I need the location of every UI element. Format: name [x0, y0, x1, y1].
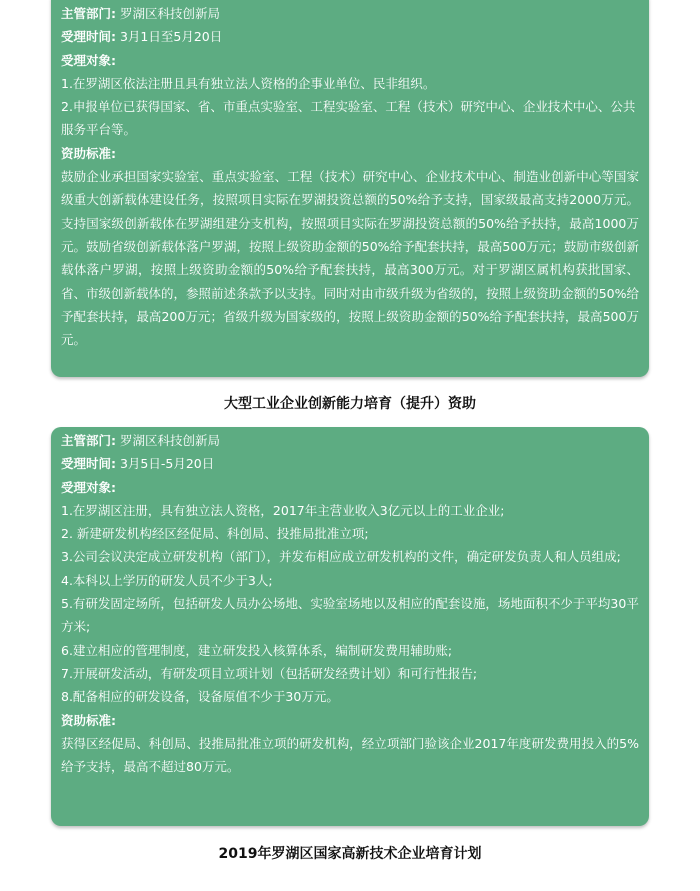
target-item: 7.开展研发活动，有研发项目立项计划（包括研发经费计划）和可行性报告; — [61, 665, 478, 681]
time-value: 3月1日至5月20日 — [119, 29, 223, 45]
target-item: 2.申报单位已获得国家、省、市重点实验室、工程实验室、工程（技术）研究中心、企业技术中心、公共服务平台等。 — [61, 99, 636, 138]
dept-label: 主管部门: — [61, 6, 116, 21]
time-value: 3月5日-5月20日 — [119, 456, 215, 472]
standard-text: 鼓励企业承担国家实验室、重点实验室、工程（技术）研究中心、企业技术中心、制造业创新中心等国家级重大创新载体建设任务，按照项目实际在罗湖投资总额的50%给予支持，国家级最高支持2000万元。 支持国家级创新载体在罗湖组建分支机构，按照项目实际在罗湖投资总额的50%给予扶持，最高1000万元。鼓励省级创新载体落户罗湖，按照上级资助金额的50%给予配套扶持，最高500万元；鼓励市级创新载体落户罗湖，按照上级资助金额的50%给予配套扶持，最高300万元。对于罗湖区属机构获批国家、省、市级创新载体的，参照前述条款予以支持。同时对由市级升级为省级的，按照上级资助金额的50%给予配套扶持，最高200万元；省级升级为国家级的，按照上级资助金额的50%给予配套扶持，最高500万元。 — [61, 169, 639, 348]
target-label: 受理对象: — [61, 479, 116, 495]
dept-value: 罗湖区科技创新局 — [119, 6, 220, 21]
time-row — [61, 452, 639, 475]
target-item: 8.配备相应的研发设备，设备原值不少于30万元。 — [61, 689, 339, 705]
section-title: 大型工业企业创新能力培育（提升）资助 — [224, 396, 476, 412]
time-row — [61, 25, 639, 48]
target-label: 受理对象: — [61, 52, 116, 68]
dept-row — [61, 429, 639, 452]
dept-label: 主管部门: — [61, 433, 116, 448]
standard-label: 资助标准: — [61, 712, 116, 728]
standard-label: 资助标准: — [61, 145, 116, 161]
target-item: 4.本科以上学历的研发人员不少于3人; — [61, 572, 273, 588]
dept-value: 罗湖区科技创新局 — [119, 433, 220, 448]
target-item: 5.有研发固定场所，包括研发人员办公场地、实验室场地以及相应的配套设施，场地面积不少于平均30平方米; — [61, 596, 639, 635]
dept-row — [61, 2, 639, 25]
policy-card-innovation-carrier — [51, 0, 649, 377]
time-label: 受理时间: — [61, 456, 116, 472]
target-item: 2. 新建研发机构经区经促局、科创局、投推局批准立项; — [61, 526, 369, 542]
target-item: 1.在罗湖区依法注册且具有独立法人资格的企事业单位、民非组织。 — [61, 75, 436, 91]
standard-text: 获得区经促局、科创局、投推局批准立项的研发机构，经立项部门验该企业2017年度研发费用投入的5%给予支持，最高不超过80万元。 — [61, 735, 639, 775]
target-item: 6.建立相应的管理制度，建立研发投入核算体系，编制研发费用辅助账; — [61, 642, 453, 658]
section-title: 2019年罗湖区国家高新技术企业培育计划 — [218, 846, 482, 862]
target-item: 1.在罗湖区注册，具有独立法人资格，2017年主营业收入3亿元以上的工业企业; — [61, 502, 505, 518]
time-label: 受理时间: — [61, 29, 116, 45]
target-item: 3.公司会议决定成立研发机构（部门），并发布相应成立研发机构的文件，确定研发负责人和人员组成; — [61, 549, 621, 565]
policy-card-industrial-enterprise — [51, 427, 649, 826]
